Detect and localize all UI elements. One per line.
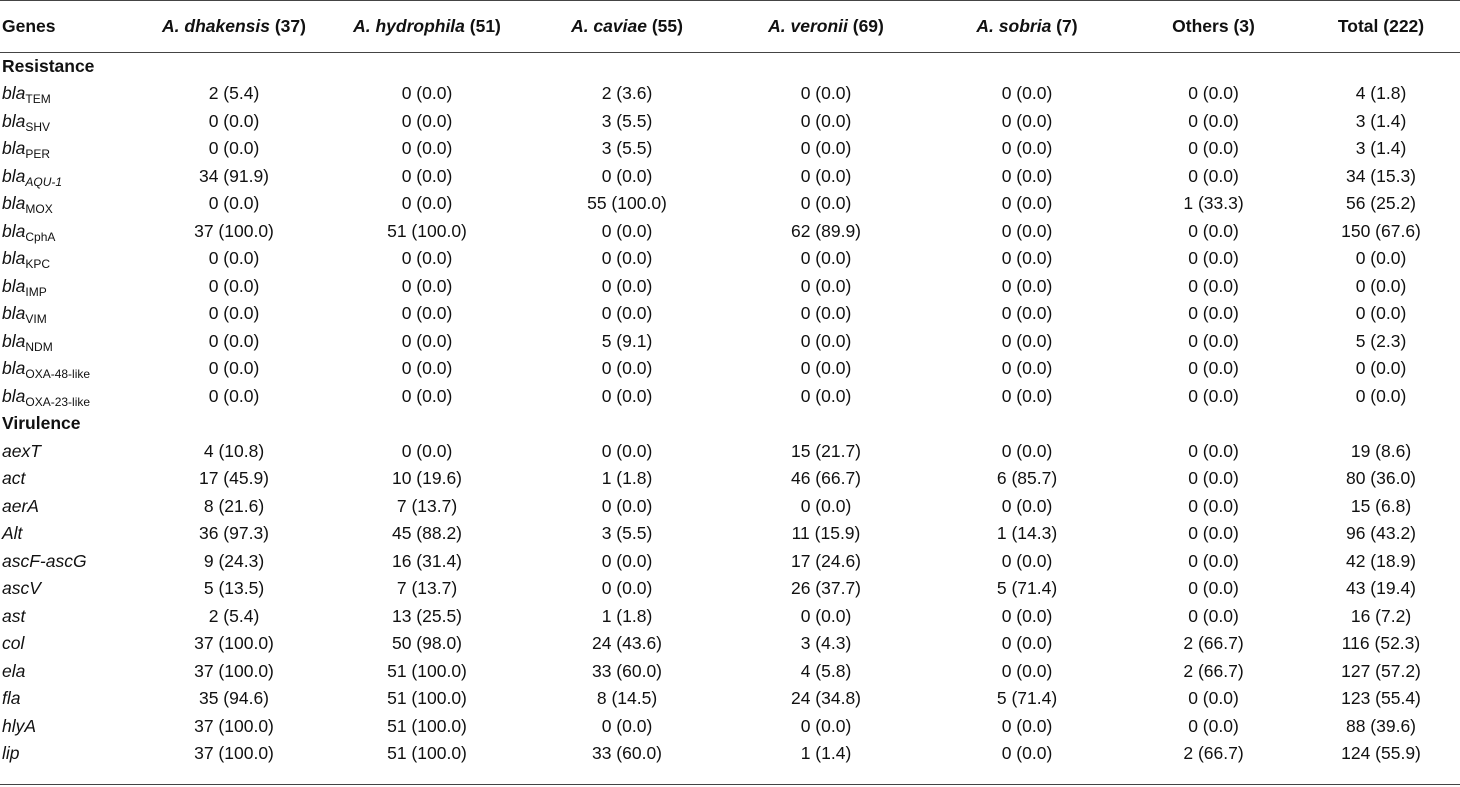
gene-subscript: IMP [25, 284, 47, 299]
value-cell: 0 (0.0) [208, 358, 260, 379]
value-cell: 51 (100.0) [387, 715, 467, 736]
value-cell: 0 (0.0) [1188, 220, 1239, 241]
value-cell: 0 (0.0) [1001, 495, 1053, 516]
header-count: (51) [464, 16, 501, 36]
gene-subscript: PER [25, 147, 51, 162]
value-cell: 0 (0.0) [601, 220, 653, 241]
gene-name-cell [0, 740, 145, 768]
header-species: A. sobria [976, 16, 1052, 36]
value-cell: 0 (0.0) [401, 330, 453, 351]
value-cell: 37 (100.0) [194, 633, 274, 654]
value-cell: 33 (60.0) [591, 660, 663, 681]
table-row [0, 685, 1460, 713]
value-cell: 4 (1.8) [1355, 83, 1407, 104]
table-row [0, 245, 1460, 273]
value-cell: 43 (19.4) [1345, 578, 1417, 599]
value-cell: 3 (5.5) [601, 523, 653, 544]
gene-subscript: OXA-48-like [25, 367, 91, 382]
value-cell: 0 (0.0) [401, 110, 453, 131]
value-cell: 0 (0.0) [1188, 358, 1239, 379]
table-row [0, 273, 1460, 301]
gene-name: ascF-ascG [2, 550, 87, 571]
value-cell: 0 (0.0) [1188, 495, 1239, 516]
value-cell: 1 (1.8) [601, 605, 653, 626]
table-row [0, 438, 1460, 466]
value-cell: 56 (25.2) [1345, 193, 1417, 214]
value-cell: 0 (0.0) [601, 275, 653, 296]
value-cell: 1 (14.3) [996, 523, 1058, 544]
header-species: A. veronii [768, 16, 848, 36]
gene-name: lip [2, 743, 20, 764]
value-cell: 0 (0.0) [1001, 660, 1053, 681]
value-cell: 15 (21.7) [790, 440, 862, 461]
value-cell: 0 (0.0) [1188, 550, 1239, 571]
gene-name-cell [0, 218, 145, 246]
gene-name: act [2, 468, 26, 489]
header-count: (69) [847, 16, 884, 36]
gene-name: aerA [2, 495, 39, 516]
value-cell: 0 (0.0) [1001, 248, 1053, 269]
header-species: A. caviae [571, 16, 647, 36]
value-cell: 5 (13.5) [203, 578, 265, 599]
value-cell: 0 (0.0) [601, 385, 653, 406]
value-cell: 0 (0.0) [1355, 358, 1407, 379]
value-cell: 0 (0.0) [1188, 523, 1239, 544]
section-row-virulence [0, 410, 1460, 438]
section-row-resistance [0, 53, 1460, 81]
value-cell: 37 (100.0) [194, 743, 274, 764]
value-cell: 35 (94.6) [198, 688, 270, 709]
table-row [0, 493, 1460, 521]
value-cell: 11 (15.9) [791, 523, 861, 544]
value-cell: 1 (1.4) [800, 743, 852, 764]
value-cell: 0 (0.0) [1188, 165, 1239, 186]
value-cell: 51 (100.0) [387, 220, 467, 241]
value-cell: 150 (67.6) [1341, 220, 1421, 241]
table-row [0, 328, 1460, 356]
value-cell: 0 (0.0) [800, 138, 852, 159]
value-cell: 0 (0.0) [601, 440, 653, 461]
header-count: (7) [1051, 16, 1078, 36]
table-body [0, 53, 1460, 768]
header-count: (37) [269, 16, 306, 36]
value-cell: 0 (0.0) [401, 385, 453, 406]
gene-name-cell [0, 190, 145, 218]
gene-name: bla [2, 165, 26, 186]
value-cell: 2 (66.7) [1183, 633, 1244, 654]
value-cell: 8 (21.6) [203, 495, 265, 516]
table-row [0, 548, 1460, 576]
value-cell: 0 (0.0) [601, 550, 653, 571]
gene-name: bla [2, 83, 26, 104]
table-row [0, 630, 1460, 658]
value-cell: 24 (43.6) [591, 633, 663, 654]
value-cell: 0 (0.0) [1355, 385, 1407, 406]
table-bottom-rule [0, 784, 1460, 785]
gene-name: Alt [2, 523, 23, 544]
gene-name: bla [2, 358, 26, 379]
value-cell: 24 (34.8) [790, 688, 862, 709]
value-cell: 0 (0.0) [1188, 468, 1239, 489]
value-cell: 127 (57.2) [1341, 660, 1421, 681]
value-cell: 0 (0.0) [401, 248, 453, 269]
gene-name-cell [0, 603, 145, 631]
value-cell: 0 (0.0) [208, 330, 260, 351]
gene-name: hlyA [2, 715, 37, 736]
value-cell: 16 (31.4) [391, 550, 463, 571]
value-cell: 0 (0.0) [601, 248, 653, 269]
value-cell: 0 (0.0) [1188, 440, 1239, 461]
value-cell: 0 (0.0) [401, 138, 453, 159]
value-cell: 3 (5.5) [601, 110, 653, 131]
value-cell: 0 (0.0) [601, 715, 653, 736]
value-cell: 96 (43.2) [1345, 523, 1417, 544]
value-cell: 80 (36.0) [1345, 468, 1417, 489]
value-cell: 123 (55.4) [1341, 688, 1421, 709]
header-others [1125, 1, 1302, 53]
value-cell: 5 (2.3) [1355, 330, 1407, 351]
value-cell: 5 (9.1) [601, 330, 653, 351]
value-cell: 0 (0.0) [1001, 83, 1053, 104]
value-cell: 62 (89.9) [790, 220, 862, 241]
table-header-row [0, 1, 1460, 53]
value-cell: 0 (0.0) [1188, 248, 1239, 269]
gene-name-cell [0, 383, 145, 411]
value-cell: 37 (100.0) [194, 220, 274, 241]
table-row [0, 520, 1460, 548]
gene-name-cell [0, 245, 145, 273]
gene-name: bla [2, 193, 26, 214]
value-cell: 0 (0.0) [1001, 633, 1053, 654]
gene-name: bla [2, 385, 26, 406]
value-cell: 7 (13.7) [396, 578, 458, 599]
value-cell: 50 (98.0) [391, 633, 463, 654]
gene-name: ascV [2, 578, 41, 599]
gene-name-cell [0, 135, 145, 163]
value-cell: 6 (85.7) [996, 468, 1058, 489]
table-row [0, 190, 1460, 218]
gene-name-cell [0, 108, 145, 136]
value-cell: 0 (0.0) [1001, 330, 1053, 351]
value-cell: 8 (14.5) [596, 688, 658, 709]
header-genes: Genes [2, 16, 56, 36]
value-cell: 3 (1.4) [1355, 138, 1407, 159]
table-row [0, 218, 1460, 246]
value-cell: 4 (5.8) [800, 660, 852, 681]
value-cell: 13 (25.5) [391, 605, 463, 626]
gene-name-cell [0, 575, 145, 603]
value-cell: 0 (0.0) [1001, 165, 1053, 186]
value-cell: 0 (0.0) [1001, 743, 1053, 764]
value-cell: 0 (0.0) [601, 578, 653, 599]
gene-name-cell [0, 630, 145, 658]
value-cell: 0 (0.0) [1188, 138, 1239, 159]
value-cell: 0 (0.0) [800, 303, 852, 324]
gene-name: ast [2, 605, 26, 626]
value-cell: 0 (0.0) [1188, 605, 1239, 626]
value-cell: 0 (0.0) [601, 165, 653, 186]
value-cell: 0 (0.0) [1001, 303, 1053, 324]
value-cell: 0 (0.0) [1188, 303, 1239, 324]
gene-name: bla [2, 303, 26, 324]
gene-name-cell [0, 493, 145, 521]
header-a-veronii [723, 1, 929, 53]
value-cell: 17 (24.6) [790, 550, 862, 571]
value-cell: 0 (0.0) [1001, 110, 1053, 131]
value-cell: 0 (0.0) [401, 275, 453, 296]
value-cell: 5 (71.4) [996, 578, 1058, 599]
value-cell: 3 (4.3) [800, 633, 852, 654]
value-cell: 0 (0.0) [601, 495, 653, 516]
gene-name-cell [0, 328, 145, 356]
gene-subscript: MOX [25, 202, 53, 217]
value-cell: 33 (60.0) [591, 743, 663, 764]
value-cell: 0 (0.0) [1355, 303, 1407, 324]
section-title-virulence: Virulence [2, 413, 81, 434]
gene-name-cell [0, 273, 145, 301]
value-cell: 0 (0.0) [401, 165, 453, 186]
value-cell: 0 (0.0) [1355, 275, 1407, 296]
value-cell: 19 (8.6) [1350, 440, 1412, 461]
value-cell: 9 (24.3) [203, 550, 265, 571]
value-cell: 7 (13.7) [396, 495, 458, 516]
value-cell: 0 (0.0) [208, 110, 260, 131]
value-cell: 0 (0.0) [1001, 275, 1053, 296]
table-row [0, 383, 1460, 411]
value-cell: 0 (0.0) [601, 303, 653, 324]
gene-name: bla [2, 220, 26, 241]
value-cell: 0 (0.0) [1001, 440, 1053, 461]
gene-name: bla [2, 248, 26, 269]
value-cell: 16 (7.2) [1350, 605, 1412, 626]
value-cell: 0 (0.0) [208, 385, 260, 406]
header-count: (55) [646, 16, 683, 36]
table-row [0, 80, 1460, 108]
gene-name: bla [2, 330, 26, 351]
value-cell: 0 (0.0) [401, 83, 453, 104]
value-cell: 0 (0.0) [800, 165, 852, 186]
value-cell: 0 (0.0) [401, 358, 453, 379]
gene-subscript: TEM [25, 92, 51, 107]
value-cell: 0 (0.0) [800, 385, 852, 406]
value-cell: 2 (5.4) [208, 83, 260, 104]
value-cell: 1 (1.8) [601, 468, 653, 489]
value-cell: 0 (0.0) [1001, 220, 1053, 241]
value-cell: 0 (0.0) [208, 193, 260, 214]
gene-name-cell [0, 438, 145, 466]
value-cell: 0 (0.0) [800, 275, 852, 296]
gene-subscript: SHV [25, 119, 51, 134]
header-a-dhakensis [145, 1, 323, 53]
value-cell: 1 (33.3) [1183, 193, 1244, 214]
value-cell: 0 (0.0) [800, 248, 852, 269]
gene-name-cell [0, 163, 145, 191]
value-cell: 0 (0.0) [1188, 578, 1239, 599]
value-cell: 0 (0.0) [1188, 83, 1239, 104]
value-cell: 45 (88.2) [391, 523, 463, 544]
header-a-caviae [531, 1, 723, 53]
value-cell: 34 (91.9) [198, 165, 270, 186]
value-cell: 0 (0.0) [800, 193, 852, 214]
value-cell: 0 (0.0) [800, 715, 852, 736]
section-title-resistance: Resistance [2, 56, 95, 76]
value-cell: 34 (15.3) [1345, 165, 1417, 186]
value-cell: 15 (6.8) [1350, 495, 1412, 516]
value-cell: 0 (0.0) [1001, 193, 1053, 214]
value-cell: 0 (0.0) [1001, 358, 1053, 379]
gene-name: fla [2, 688, 21, 709]
table-row [0, 658, 1460, 686]
gene-name: bla [2, 275, 26, 296]
table-row [0, 603, 1460, 631]
value-cell: 26 (37.7) [790, 578, 862, 599]
gene-name: bla [2, 110, 26, 131]
value-cell: 0 (0.0) [1001, 138, 1053, 159]
gene-name-cell [0, 713, 145, 741]
table-row [0, 135, 1460, 163]
value-cell: 0 (0.0) [208, 138, 260, 159]
header-species: A. dhakensis [162, 16, 270, 36]
value-cell: 10 (19.6) [391, 468, 463, 489]
gene-subscript: OXA-23-like [25, 394, 91, 409]
gene-name-cell [0, 80, 145, 108]
gene-name: col [2, 633, 25, 654]
gene-subscript: NDM [25, 339, 53, 354]
gene-name-cell [0, 685, 145, 713]
value-cell: 36 (97.3) [198, 523, 270, 544]
value-cell: 0 (0.0) [1355, 248, 1407, 269]
gene-name-cell [0, 520, 145, 548]
value-cell: 0 (0.0) [1188, 688, 1239, 709]
value-cell: 116 (52.3) [1341, 633, 1421, 654]
value-cell: 0 (0.0) [401, 303, 453, 324]
value-cell: 0 (0.0) [1188, 715, 1239, 736]
value-cell: 0 (0.0) [800, 358, 852, 379]
value-cell: 0 (0.0) [1001, 715, 1053, 736]
value-cell: 0 (0.0) [800, 330, 852, 351]
value-cell: 0 (0.0) [601, 358, 653, 379]
table-row [0, 465, 1460, 493]
value-cell: 2 (66.7) [1183, 660, 1244, 681]
value-cell: 5 (71.4) [996, 688, 1058, 709]
table-row [0, 108, 1460, 136]
value-cell: 0 (0.0) [800, 605, 852, 626]
value-cell: 0 (0.0) [208, 303, 260, 324]
value-cell: 0 (0.0) [800, 110, 852, 131]
value-cell: 37 (100.0) [194, 660, 274, 681]
gene-name: bla [2, 138, 26, 159]
value-cell: 0 (0.0) [208, 248, 260, 269]
value-cell: 2 (5.4) [208, 605, 260, 626]
value-cell: 51 (100.0) [387, 688, 467, 709]
header-total [1302, 1, 1460, 53]
header-count: Total (222) [1337, 16, 1425, 36]
value-cell: 0 (0.0) [1001, 385, 1053, 406]
value-cell: 3 (5.5) [601, 138, 653, 159]
value-cell: 0 (0.0) [401, 440, 453, 461]
value-cell: 0 (0.0) [1188, 110, 1239, 131]
table-row [0, 740, 1460, 768]
value-cell: 0 (0.0) [1001, 550, 1053, 571]
value-cell: 51 (100.0) [387, 660, 467, 681]
gene-subscript: AQU-1 [25, 174, 63, 189]
value-cell: 55 (100.0) [587, 193, 667, 214]
value-cell: 2 (66.7) [1183, 743, 1244, 764]
gene-subscript: CphA [25, 229, 56, 244]
gene-name-cell [0, 658, 145, 686]
gene-name: ela [2, 660, 26, 681]
value-cell: 3 (1.4) [1355, 110, 1407, 131]
value-cell: 88 (39.6) [1345, 715, 1417, 736]
value-cell: 2 (3.6) [601, 83, 653, 104]
header-count: Others (3) [1172, 16, 1255, 36]
value-cell: 0 (0.0) [208, 275, 260, 296]
table-row [0, 575, 1460, 603]
value-cell: 0 (0.0) [1001, 605, 1053, 626]
value-cell: 17 (45.9) [198, 468, 270, 489]
table-row [0, 163, 1460, 191]
gene-subscript: VIM [25, 312, 47, 327]
value-cell: 4 (10.8) [203, 440, 265, 461]
gene-name-cell [0, 548, 145, 576]
table-row [0, 713, 1460, 741]
value-cell: 124 (55.9) [1341, 743, 1421, 764]
header-a-hydrophila [323, 1, 531, 53]
value-cell: 0 (0.0) [1188, 385, 1239, 406]
gene-name-cell [0, 465, 145, 493]
table-row [0, 300, 1460, 328]
value-cell: 0 (0.0) [800, 83, 852, 104]
value-cell: 0 (0.0) [1188, 330, 1239, 351]
header-a-sobria [929, 1, 1125, 53]
value-cell: 51 (100.0) [387, 743, 467, 764]
value-cell: 42 (18.9) [1345, 550, 1417, 571]
gene-name: aexT [2, 440, 41, 461]
value-cell: 0 (0.0) [1188, 275, 1239, 296]
value-cell: 0 (0.0) [401, 193, 453, 214]
header-species: A. hydrophila [353, 16, 465, 36]
value-cell: 37 (100.0) [194, 715, 274, 736]
gene-name-cell [0, 355, 145, 383]
gene-name-cell [0, 300, 145, 328]
value-cell: 46 (66.7) [790, 468, 862, 489]
gene-subscript: KPC [25, 257, 51, 272]
value-cell: 0 (0.0) [800, 495, 852, 516]
table-row [0, 355, 1460, 383]
